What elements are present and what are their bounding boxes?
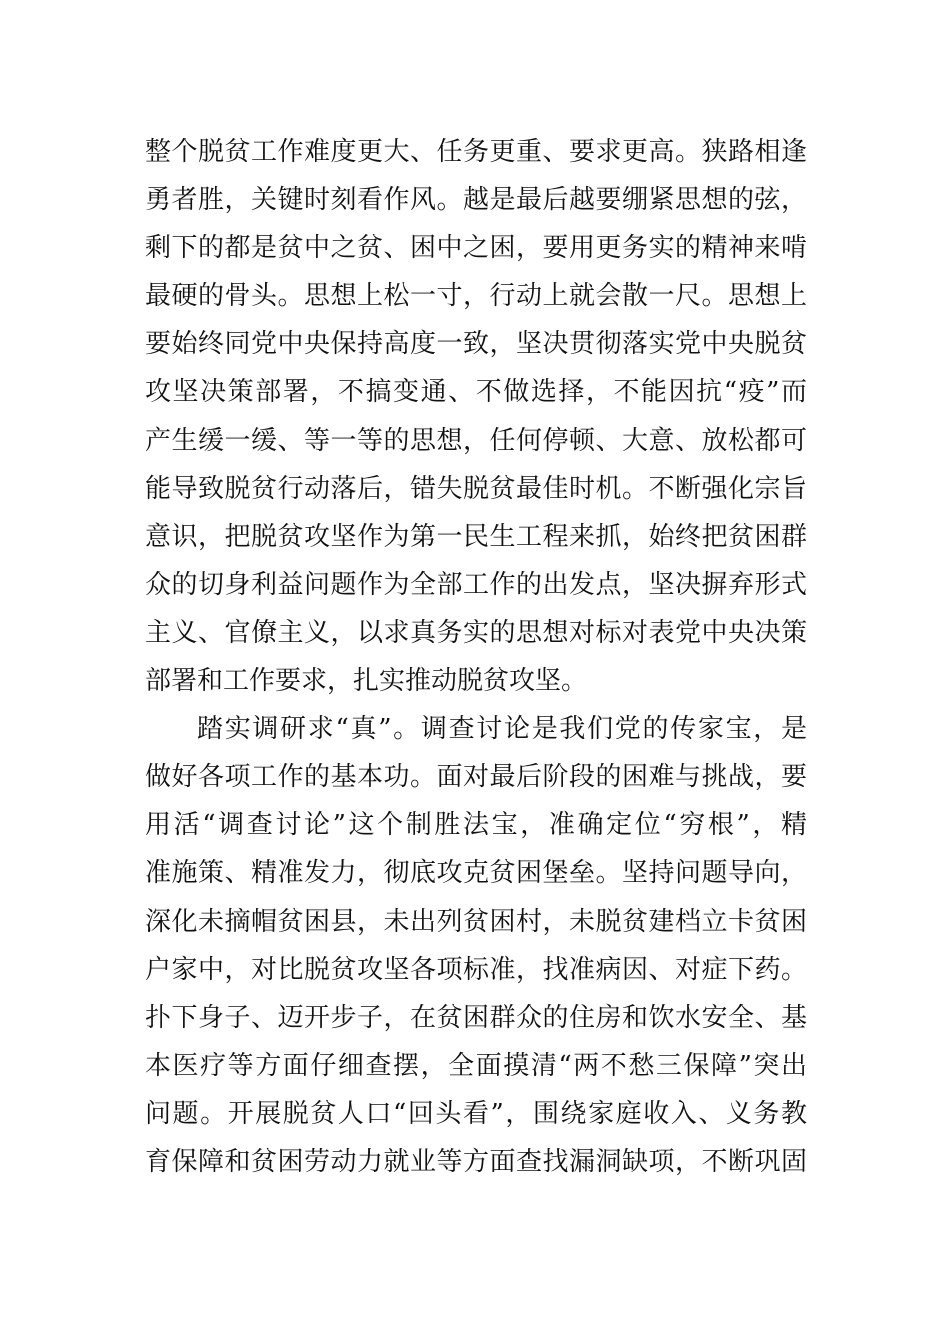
body-text	[145, 128, 807, 1186]
text-line: 要始终同党中央保持高度一致，坚决贯彻落实党中央脱贫	[145, 329, 807, 360]
text-line: 能导致脱贫行动落后，错失脱贫最佳时机。不断强化宗旨	[145, 473, 807, 504]
text-line: 产生缓一缓、等一等的思想，任何停顿、大意、放松都可	[145, 425, 807, 456]
text-line: 扑下身子、迈开步子，在贫困群众的住房和饮水安全、基	[145, 1002, 807, 1033]
text-line: 整个脱贫工作难度更大、任务更重、要求更高。狭路相逢	[145, 137, 807, 167]
text-line: 准施策、精准发力，彻底攻克贫困堡垒。坚持问题导向，	[145, 858, 807, 889]
text-line: 户家中，对比脱贫攻坚各项标准，找准病因、对症下药。	[145, 954, 807, 985]
paragraph-end-line: 部署和工作要求，扎实推动脱贫攻坚。	[145, 666, 588, 697]
text-line: 深化未摘帽贫困县，未出列贫困村，未脱贫建档立卡贫困	[145, 906, 807, 937]
text-line: 意识，把脱贫攻坚作为第一民生工程来抓，始终把贫困群	[145, 521, 807, 552]
text-line: 最硬的骨头。思想上松一寸，行动上就会散一尺。思想上	[145, 281, 807, 312]
text-line: 勇者胜，关键时刻看作风。越是最后越要绷紧思想的弦，	[145, 185, 807, 216]
text-line: 众的切身利益问题作为全部工作的出发点，坚决摒弃形式	[145, 569, 807, 600]
text-line: 做好各项工作的基本功。面对最后阶段的困难与挑战，要	[145, 762, 807, 793]
text-line: 主义、官僚主义，以求真务实的思想对标对表党中央决策	[145, 617, 807, 648]
text-line: 剩下的都是贫中之贫、困中之困，要用更务实的精神来啃	[145, 233, 807, 264]
text-line: 育保障和贫困劳动力就业等方面查找漏洞缺项，不断巩固	[145, 1146, 807, 1177]
text-line: 攻坚决策部署，不搞变通、不做选择，不能因抗“疫”而	[145, 377, 807, 408]
text-line: 问题。开展脱贫人口“回头看”，围绕家庭收入、义务教	[145, 1098, 807, 1129]
paragraph-start-line: 踏实调研求“真”。调查讨论是我们党的传家宝，是	[197, 714, 807, 745]
text-line: 用活“调查讨论”这个制胜法宝，准确定位“穷根”，精	[145, 810, 807, 841]
text-line: 本医疗等方面仔细查摆，全面摸清“两不愁三保障”突出	[145, 1050, 807, 1081]
